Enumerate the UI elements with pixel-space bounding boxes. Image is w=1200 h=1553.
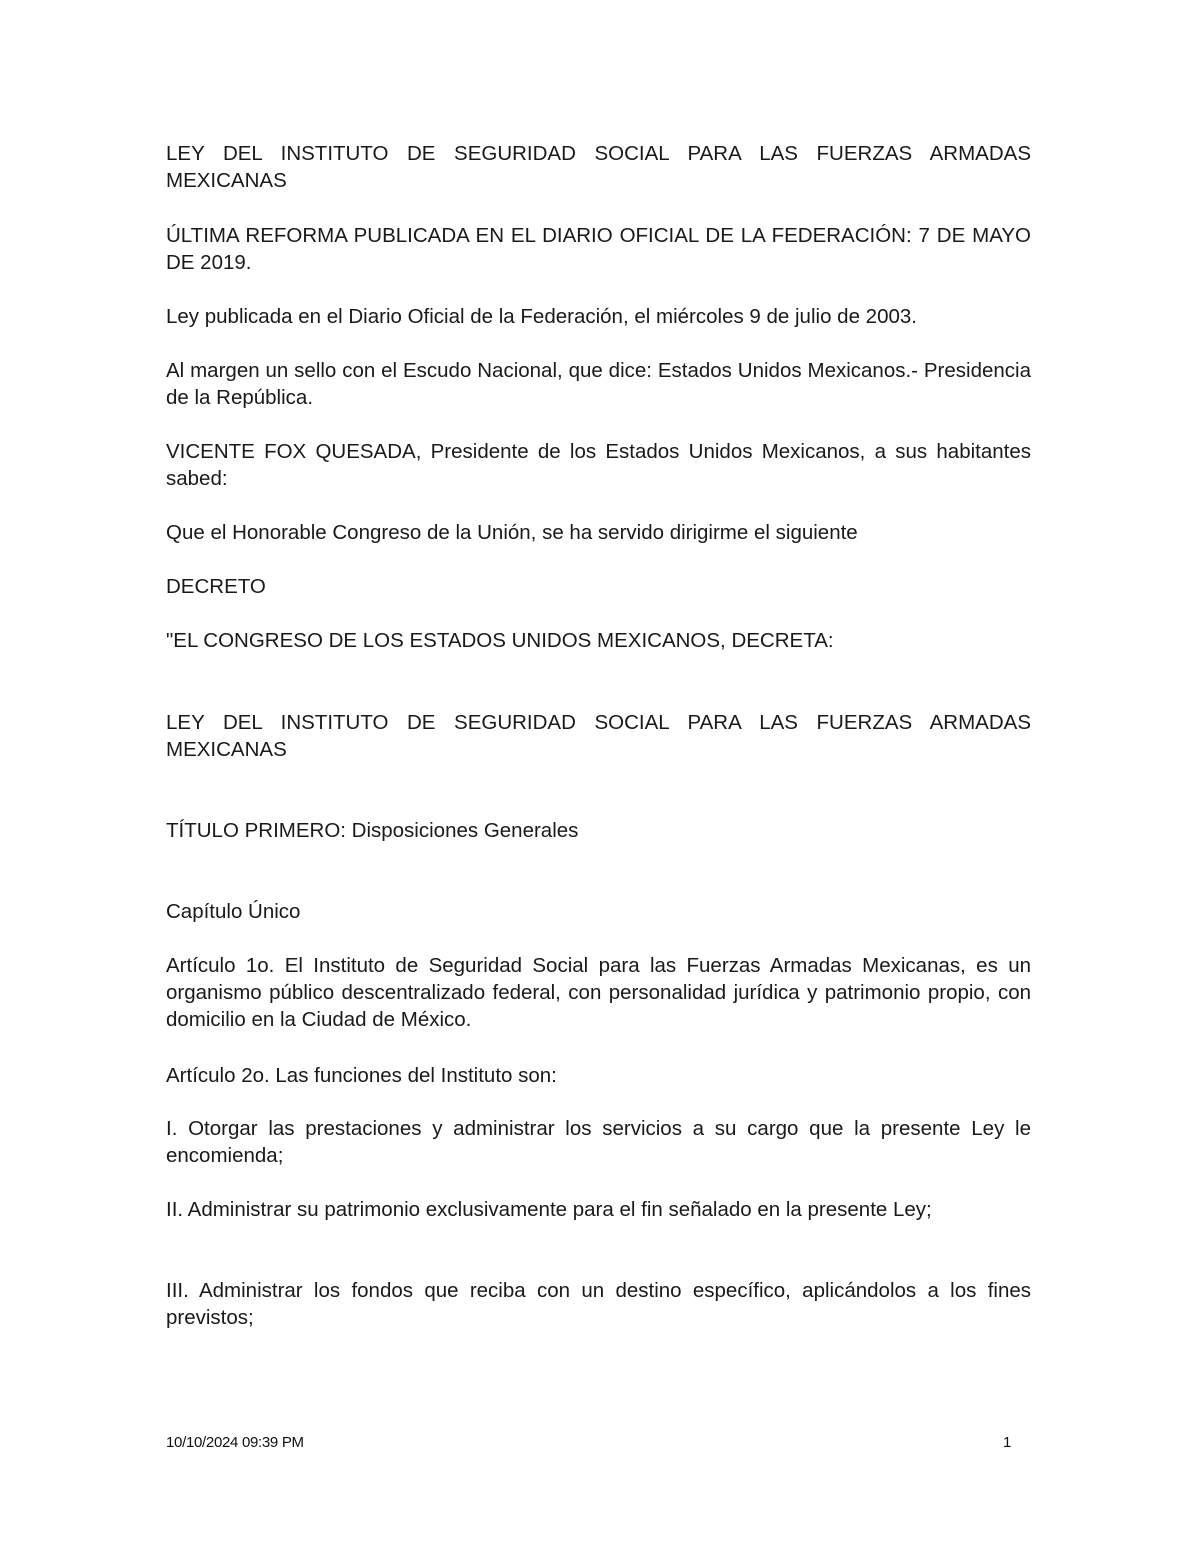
- law-title-repeat: LEY DEL INSTITUTO DE SEGURIDAD SOCIAL PARA LAS FUERZAS ARMADAS MEXICANAS: [166, 711, 1031, 761]
- president-intro: VICENTE FOX QUESADA, Presidente de los Estados Unidos Mexicanos, a sus habitantes sabed:: [166, 440, 1031, 490]
- article-2-fraction-iii: III. Administrar los fondos que reciba con un destino específico, aplicándolos a los fines previstos;: [166, 1279, 1031, 1329]
- last-reform-note: ÚLTIMA REFORMA PUBLICADA EN EL DIARIO OFICIAL DE LA FEDERACIÓN: 7 DE MAYO DE 2019.: [166, 224, 1031, 274]
- decree-heading: DECRETO: [166, 575, 266, 598]
- decree-statement: "EL CONGRESO DE LOS ESTADOS UNIDOS MEXICANOS, DECRETA:: [166, 629, 834, 652]
- law-title: LEY DEL INSTITUTO DE SEGURIDAD SOCIAL PARA LAS FUERZAS ARMADAS MEXICANAS: [166, 142, 1031, 192]
- article-2-fraction-i: I. Otorgar las prestaciones y administrar los servicios a su cargo que la presente Ley le encomienda;: [166, 1117, 1031, 1167]
- publication-note: Ley publicada en el Diario Oficial de la Federación, el miércoles 9 de julio de 2003.: [166, 305, 917, 328]
- article-1: Artículo 1o. El Instituto de Seguridad Social para las Fuerzas Armadas Mexicanas, es un organismo público descentralizado federal, con personalidad jurídica y patrimonio propio, con domicilio en la Ciudad de México.: [166, 954, 1031, 1031]
- article-2: Artículo 2o. Las funciones del Instituto son:: [166, 1064, 557, 1087]
- congress-intro: Que el Honorable Congreso de la Unión, se ha servido dirigirme el siguiente: [166, 521, 858, 544]
- footer-timestamp: 10/10/2024 09:39 PM: [166, 1434, 304, 1451]
- title-heading: TÍTULO PRIMERO: Disposiciones Generales: [166, 819, 579, 842]
- article-2-fraction-ii: II. Administrar su patrimonio exclusivamente para el fin señalado en la presente Ley;: [166, 1198, 932, 1221]
- footer-page-number: 1: [1003, 1434, 1012, 1451]
- chapter-heading: Capítulo Único: [166, 900, 301, 923]
- seal-note: Al margen un sello con el Escudo Nacional, que dice: Estados Unidos Mexicanos.- Presidencia de la República.: [166, 359, 1031, 409]
